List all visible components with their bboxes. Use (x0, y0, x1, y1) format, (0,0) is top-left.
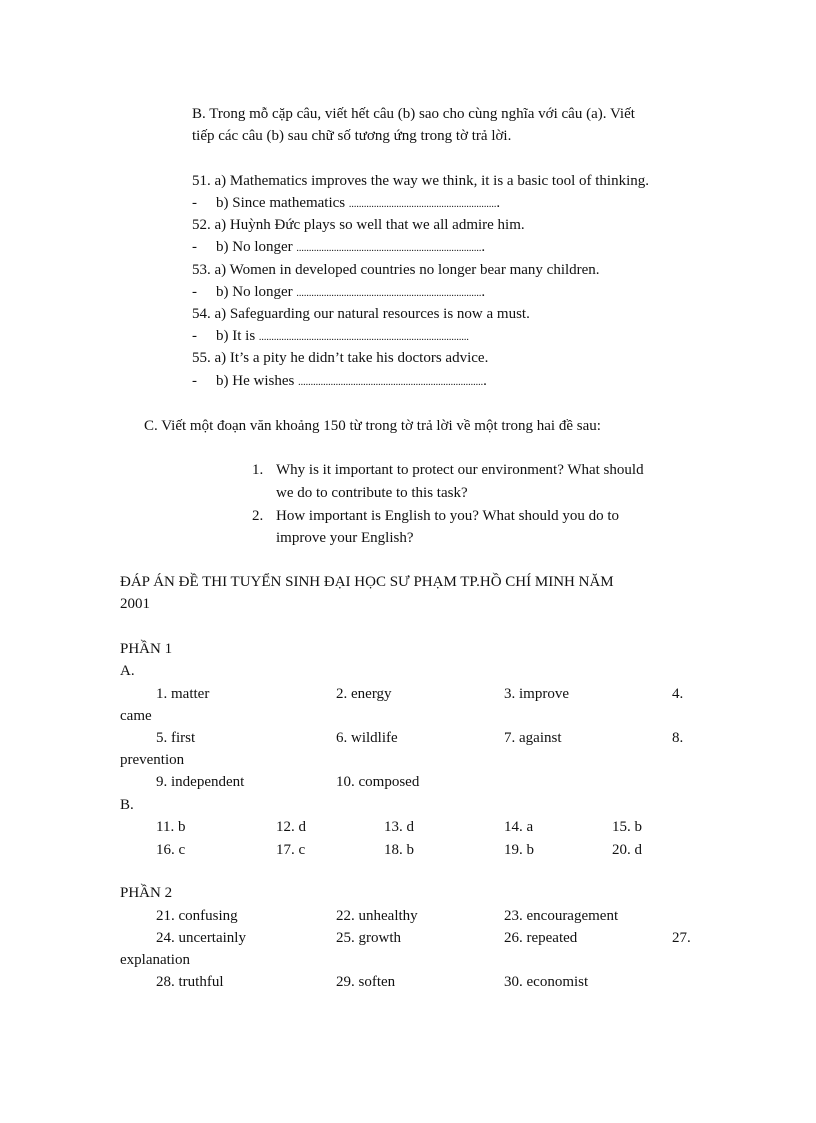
topic-2-number: 2. (252, 508, 264, 524)
answer-4-word: came (120, 708, 152, 724)
item-54-b-text: b) It is (216, 328, 256, 344)
answer-1: 1. matter (156, 686, 210, 702)
item-52-b (216, 237, 485, 259)
answer-3: 3. improve (504, 686, 569, 702)
answer-16: 16. c (156, 842, 186, 858)
answer-key-title-line-1: ĐÁP ÁN ĐỀ THI TUYỂN SINH ĐẠI HỌC SƯ PHẠM TP.HỒ CHÍ MINH NĂM (120, 574, 614, 590)
answer-10: 10. composed (336, 774, 420, 790)
answer-19: 19. b (504, 842, 534, 858)
item-52-b-end: . (481, 239, 486, 255)
item-51-b-dots: ........................................................... (348, 199, 497, 210)
answer-15: 15. b (612, 819, 642, 835)
answer-8-number: 8. (672, 730, 684, 746)
item-52-a: 52. a) Huỳnh Đức plays so well that we all admire him. (192, 217, 525, 233)
item-52-b-dots: .......................................................................... (296, 243, 482, 254)
answer-9: 9. independent (156, 774, 245, 790)
item-55-dash: - (192, 373, 197, 389)
part-1-heading: PHẦN 1 (120, 641, 173, 657)
item-54-b-dots: .................................................................................... (258, 332, 469, 343)
answer-11: 11. b (156, 819, 186, 835)
part-1-section-a: A. (120, 663, 135, 679)
answer-26: 26. repeated (504, 930, 578, 946)
item-53-dash: - (192, 284, 197, 300)
answer-30: 30. economist (504, 974, 589, 990)
answer-5: 5. first (156, 730, 196, 746)
part-b-instruction-line-1: B. Trong mỗ cặp câu, viết hết câu (b) sao cho cùng nghĩa với câu (a). Viết (192, 106, 635, 122)
item-52-dash: - (192, 239, 197, 255)
item-53-b (216, 282, 485, 304)
answer-28: 28. truthful (156, 974, 224, 990)
item-54-dash: - (192, 328, 197, 344)
item-54-b (216, 326, 469, 348)
answer-25: 25. growth (336, 930, 401, 946)
answer-13: 13. d (384, 819, 414, 835)
answer-8-word: prevention (120, 752, 185, 768)
topic-2-line-1: How important is English to you? What should you do to (276, 508, 620, 524)
answer-17: 17. c (276, 842, 306, 858)
answer-7: 7. against (504, 730, 562, 746)
item-55-b-dots: .......................................................................... (298, 377, 484, 388)
answer-4-number: 4. (672, 686, 684, 702)
answer-27-number: 27. (672, 930, 691, 946)
answer-key-title-line-2: 2001 (120, 596, 150, 612)
item-51-b (216, 193, 500, 215)
topic-1-line-1: Why is it important to protect our environment? What should (276, 462, 644, 478)
answer-29: 29. soften (336, 974, 396, 990)
item-53-b-dots: .......................................................................... (296, 288, 482, 299)
item-55-a: 55. a) It’s a pity he didn’t take his doctors advice. (192, 350, 489, 366)
topic-1-number: 1. (252, 462, 264, 478)
topic-1-line-2: we do to contribute to this task? (276, 485, 468, 501)
part-2-heading: PHẦN 2 (120, 885, 173, 901)
part-c-heading: C. Viết một đoạn văn khoảng 150 từ trong tờ trả lời về một trong hai đề sau: (144, 418, 601, 434)
answer-24: 24. uncertainly (156, 930, 246, 946)
item-51-a: 51. a) Mathematics improves the way we think, it is a basic tool of thinking. (192, 173, 649, 189)
answer-6: 6. wildlife (336, 730, 398, 746)
answer-14: 14. a (504, 819, 534, 835)
item-55-b (216, 371, 487, 393)
answer-18: 18. b (384, 842, 414, 858)
answer-21: 21. confusing (156, 908, 238, 924)
answer-20: 20. d (612, 842, 642, 858)
part-1-section-b: B. (120, 797, 134, 813)
item-53-a: 53. a) Women in developed countries no longer bear many children. (192, 262, 600, 278)
item-52-b-text: b) No longer (216, 239, 293, 255)
item-51-b-text: b) Since mathematics (216, 195, 346, 211)
item-54-a: 54. a) Safeguarding our natural resources is now a must. (192, 306, 530, 322)
item-53-b-text: b) No longer (216, 284, 293, 300)
item-53-b-end: . (481, 284, 486, 300)
item-51-b-end: . (496, 195, 501, 211)
item-55-b-end: . (483, 373, 487, 389)
answer-12: 12. d (276, 819, 306, 835)
item-55-b-text: b) He wishes (216, 373, 295, 389)
answer-2: 2. energy (336, 686, 392, 702)
topic-2-line-2: improve your English? (276, 530, 414, 546)
answer-27-word: explanation (120, 952, 190, 968)
item-51-dash: - (192, 195, 197, 211)
answer-23: 23. encouragement (504, 908, 619, 924)
answer-22: 22. unhealthy (336, 908, 418, 924)
part-b-instruction-line-2: tiếp các câu (b) sau chữ số tương ứng trong tờ trả lời. (192, 128, 512, 144)
